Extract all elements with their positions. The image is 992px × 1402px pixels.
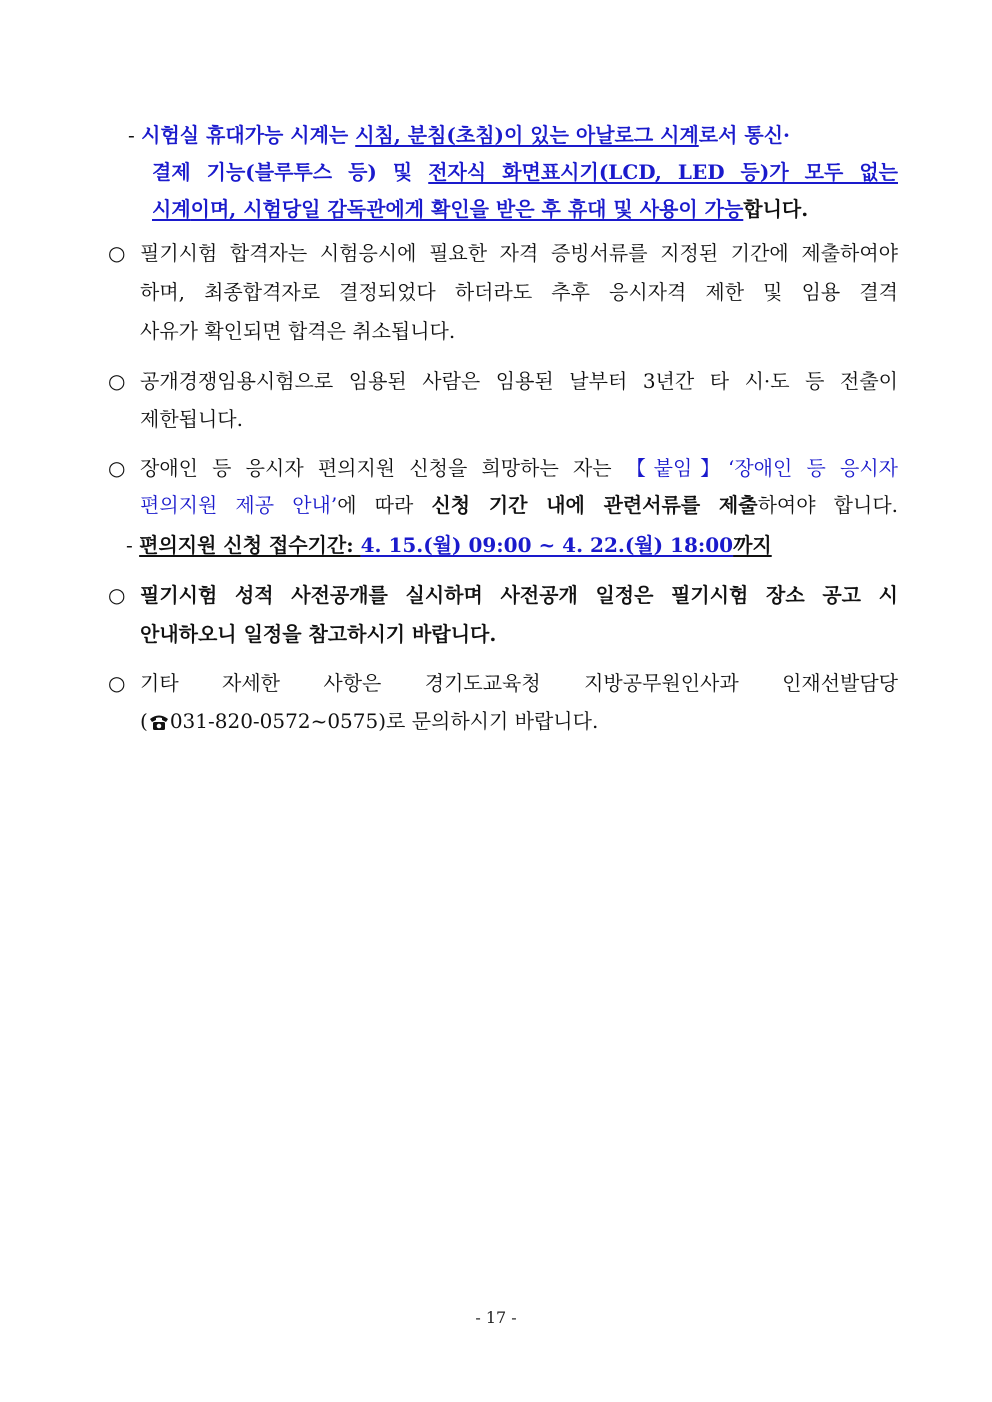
application-period-dates: 4. 15.(월) 09:00 ~ 4. 22.(월) 18:00 — [360, 533, 734, 557]
watch-rule-text: 합니다. — [743, 197, 809, 221]
watch-rule-text: 로서 통신· — [698, 123, 790, 147]
watch-rule-line-2 — [152, 157, 898, 187]
watch-rule-line-3 — [152, 194, 898, 224]
bullet-3-text: 장애인 등 응시자 편의지원 신청을 희망하는 자는 — [140, 456, 626, 480]
bullet-3-line-2 — [140, 490, 898, 520]
contact-number-text: 031-820-0572~0575)로 문의하시기 바랍니다. — [169, 709, 599, 733]
telephone-icon — [149, 709, 169, 739]
bullet-1-line-3: 사유가 확인되면 합격은 취소됩니다. — [140, 319, 456, 343]
bullet-3-text: 에 따라 — [337, 493, 432, 517]
bullet-2-line-2: 제한됩니다. — [140, 407, 243, 431]
watch-rule-text: 시험실 휴대가능 시계는 — [141, 123, 356, 147]
bullet-1-line-2: 하며, 최종합격자로 결정되었다 하더라도 추후 응시자격 제한 및 임용 결격 — [140, 280, 898, 304]
attachment-reference: 편의지원 제공 안내’ — [140, 493, 338, 517]
application-period-suffix: 까지 — [733, 533, 772, 557]
bullet-3-text: 하여야 합니다. — [757, 493, 898, 517]
watch-rule-text: 결제 기능(블루투스 등) 및 — [152, 160, 429, 184]
bullet-4-line-1: 필기시험 성적 사전공개를 실시하며 사전공개 일정은 필기시험 장소 공고 시 — [140, 583, 898, 607]
dash-marker: - — [126, 533, 140, 557]
dash-marker: - — [128, 123, 142, 147]
bullet-5-line-1: 기타 자세한 사항은 경기도교육청 지방공무원인사과 인재선발담당 — [140, 671, 898, 695]
watch-rule-text: 시계 — [152, 197, 191, 221]
bullet-3-line-1 — [140, 453, 898, 483]
bullet-marker: ○ — [108, 583, 126, 607]
application-period-line — [126, 530, 772, 560]
bullet-5-line-2 — [140, 706, 598, 739]
bullet-3-emphasis: 신청 기간 내에 관련서류를 제출 — [431, 493, 758, 517]
bullet-marker: ○ — [108, 369, 126, 393]
bullet-2-line-1: 공개경쟁임용시험으로 임용된 사람은 임용된 날부터 3년간 타 시·도 등 전출이 — [140, 369, 898, 393]
bullet-marker: ○ — [108, 456, 126, 480]
bullet-1-line-1: 필기시험 합격자는 시험응시에 필요한 자격 증빙서류를 지정된 기간에 제출하여야 — [140, 241, 898, 265]
watch-rule-display: 전자식 화면표시기(LCD, LED 등)가 모두 없는 — [428, 160, 898, 184]
paren-open: ( — [140, 709, 148, 733]
application-period-label: 편의지원 신청 접수기간: — [139, 533, 361, 557]
page-number: - 17 - — [475, 1308, 517, 1327]
watch-rule-analog: 시침, 분침(초침)이 있는 아날로그 시계 — [355, 123, 699, 147]
bullet-4-line-2: 안내하오니 일정을 참고하시기 바랍니다. — [140, 622, 497, 646]
bullet-marker: ○ — [108, 671, 126, 695]
bullet-marker: ○ — [108, 241, 126, 265]
watch-rule-text: 이며, 시험당일 감독관에게 확인을 받은 후 휴대 및 사용이 가능 — [190, 197, 744, 221]
watch-rule-line-1 — [128, 120, 898, 150]
attachment-reference: 【붙임】‘장애인 등 응시자 — [625, 456, 899, 480]
